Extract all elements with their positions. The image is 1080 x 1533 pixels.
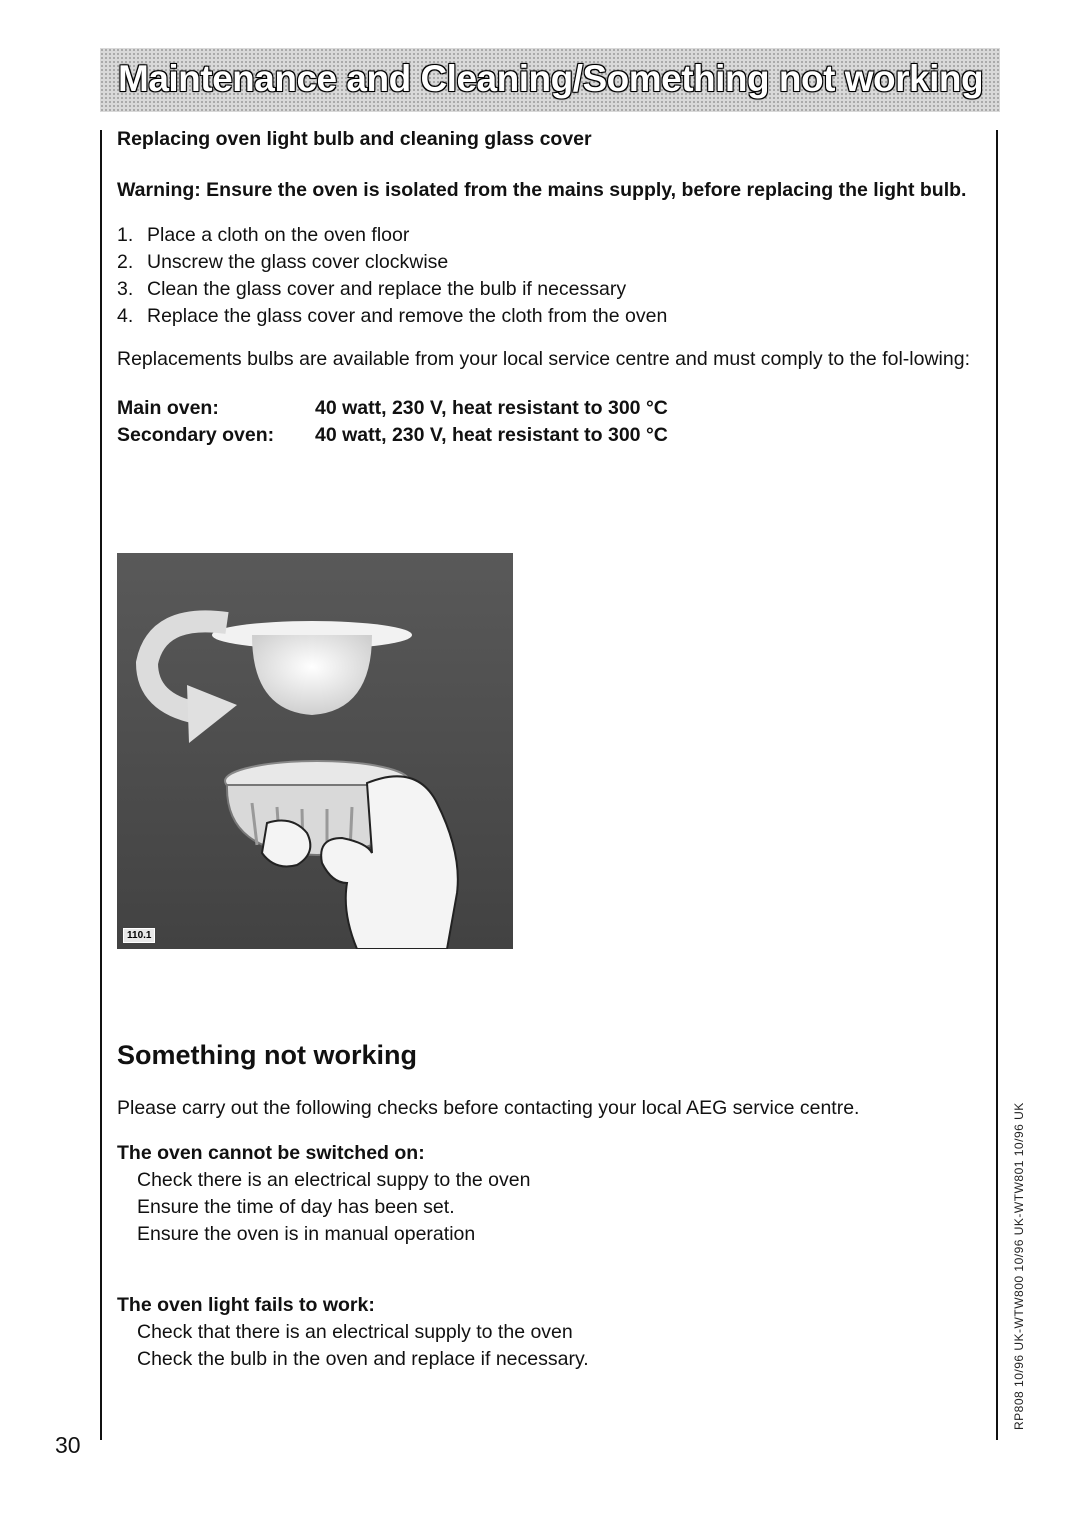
list-item [117,303,983,330]
step-text: Unscrew the glass cover clockwise [147,251,449,273]
left-margin-rule [100,130,102,1440]
bulb-section [117,128,983,449]
bulb-replacement-illustration [117,553,513,949]
step-number: 3. [117,278,134,300]
something-not-working-section [117,1040,983,1373]
figure-label: 110.1 [123,928,155,943]
page-number: 30 [55,1432,81,1458]
list-item: Ensure the oven is in manual operation [137,1223,476,1245]
spec-value: 40 watt, 230 V, heat resistant to 300 °C [315,424,668,446]
section-intro: Please carry out the following checks before contacting your local AEG service centre. [117,1097,860,1119]
list-item [117,249,983,276]
step-number: 4. [117,305,134,327]
document-code: RP808 10/96 UK-WTW800 10/96 UK-WTW801 10/96 UK [1012,1102,1026,1430]
page-title: Maintenance and Cleaning/Something not working [118,58,984,99]
spec-label: Main oven: [117,397,219,419]
steps-list [117,222,983,330]
step-number: 2. [117,251,134,273]
check-group-title: The oven light fails to work: [117,1294,375,1316]
spec-row-secondary-oven [117,422,983,449]
list-item: Check the bulb in the oven and replace if necessary. [137,1348,589,1370]
section-heading: Something not working [117,1040,417,1070]
header-banner [100,48,1000,112]
step-number: 1. [117,224,134,246]
spec-row-main-oven [117,395,983,422]
spec-label: Secondary oven: [117,424,275,446]
list-item: Ensure the time of day has been set. [137,1196,455,1218]
list-item [117,276,983,303]
list-item: Check there is an electrical suppy to the oven [137,1169,531,1191]
bulb-spec-table [117,395,983,449]
check-group-title: The oven cannot be switched on: [117,1142,425,1164]
step-text: Replace the glass cover and remove the cloth from the oven [147,305,668,327]
step-text: Place a cloth on the oven floor [147,224,410,246]
replacement-note: Replacements bulbs are available from your local service centre and must comply to the fol-lowing: [117,348,970,370]
warning-text: Warning: Ensure the oven is isolated from the mains supply, before replacing the light bulb. [117,179,967,201]
check-list [117,1167,983,1248]
bulb-section-heading: Replacing oven light bulb and cleaning glass cover [117,128,592,150]
list-item: Check that there is an electrical supply to the oven [137,1321,573,1343]
check-list [117,1319,983,1373]
illustration-graphic [117,553,513,949]
step-text: Clean the glass cover and replace the bulb if necessary [147,278,627,300]
list-item [117,222,983,249]
right-margin-rule [996,130,998,1440]
spec-value: 40 watt, 230 V, heat resistant to 300 °C [315,397,668,419]
